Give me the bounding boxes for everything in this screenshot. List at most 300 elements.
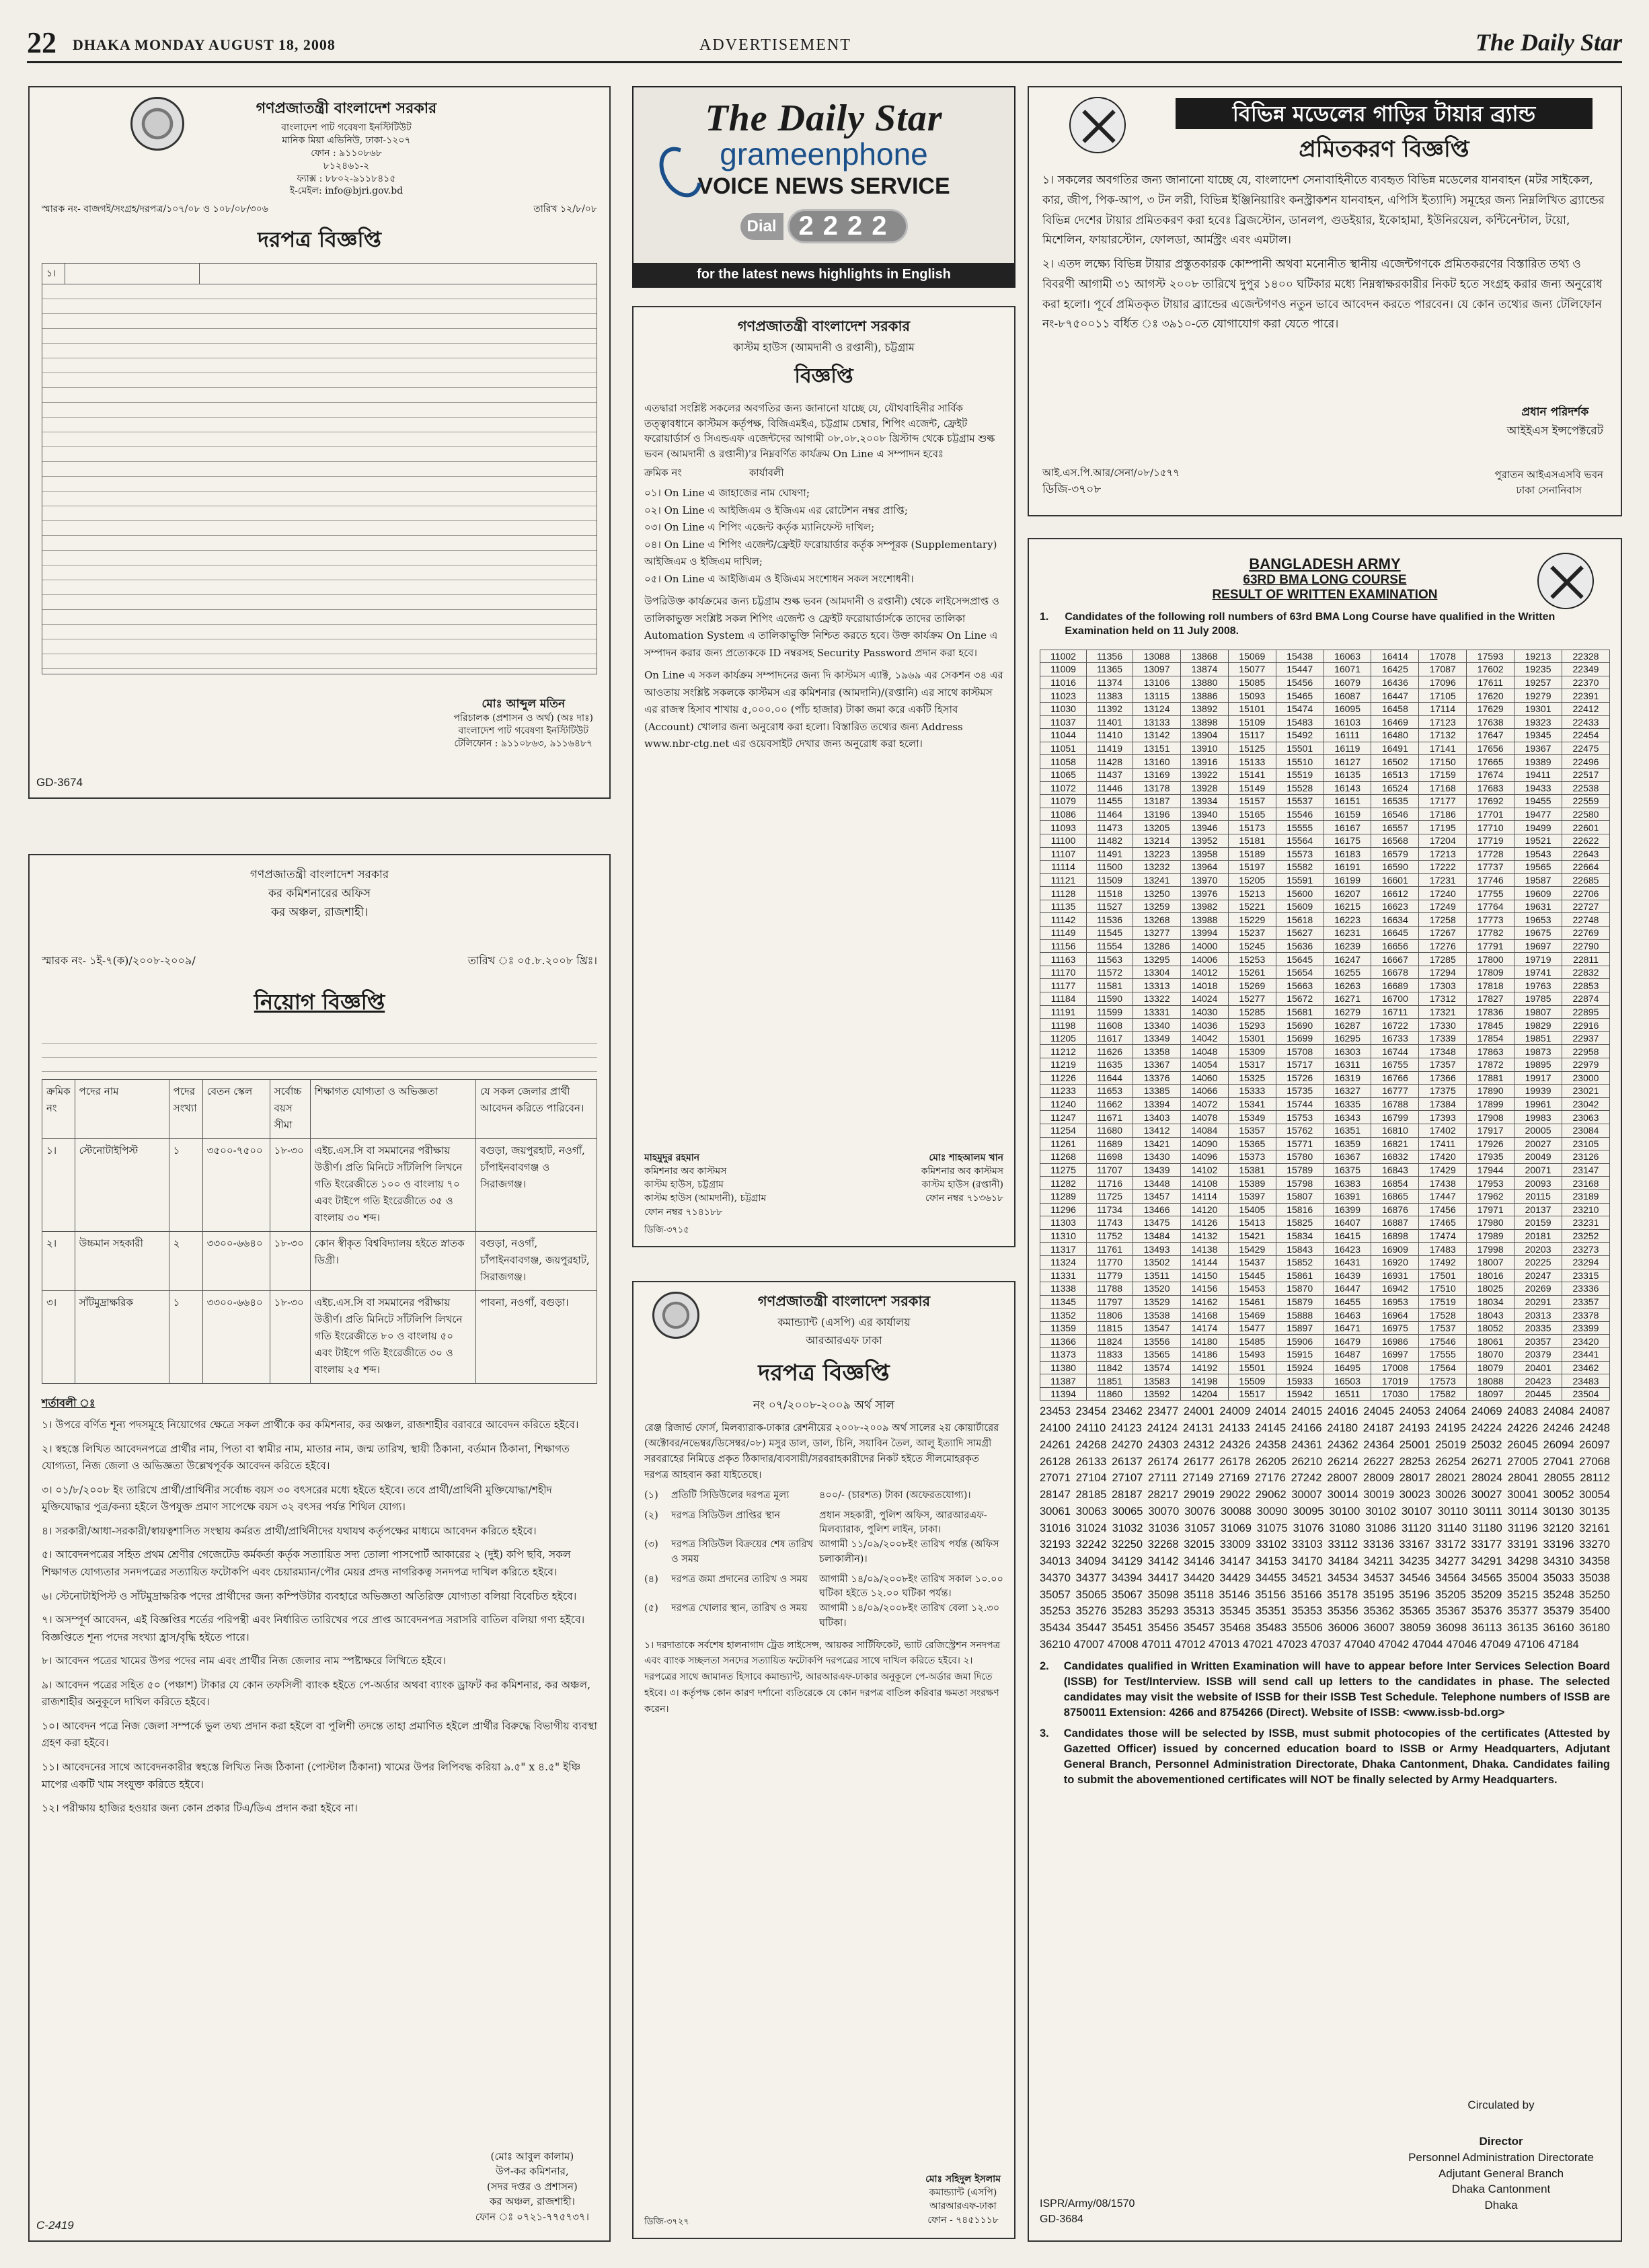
roll-number-cell: 19741 [1514,966,1562,979]
roll-number-cell: 11428 [1087,755,1133,769]
roll-number-cell: 11324 [1040,1255,1087,1269]
list-item: ০২। On Line এ আইজিএম ও ইজিএম এর রোটেশন নম্বর প্রাপ্তি; [644,504,908,516]
roll-number-cell: 17501 [1419,1269,1467,1282]
roll-number-cell: 18070 [1467,1348,1514,1362]
roll-number-cell: 19939 [1514,1085,1562,1098]
roll-number-cell: 11149 [1040,927,1087,940]
roll-number-cell: 11345 [1040,1295,1087,1308]
govt-name: গণপ্রজাতন্ত্রী বাংলাদেশ সরকার [256,100,437,117]
roll-number-cell: 17863 [1467,1045,1514,1058]
roll-number-cell: 17611 [1467,676,1514,689]
roll-number-cell: 11779 [1087,1269,1133,1282]
org-fax: ফ্যাক্স : ৮৮০২-৯১১৮৪১৫ [297,173,396,184]
notice-title: দরপত্র বিজ্ঞপ্তি [758,1360,890,1386]
col-header-sl: ক্রমিক নং [644,467,682,479]
roll-number-cell: 13358 [1133,1045,1181,1058]
roll-number-cell: 23084 [1562,1124,1609,1137]
roll-number-cell: 11572 [1087,966,1133,979]
roll-row [1040,1216,1610,1230]
roll-number-cell: 16063 [1324,650,1371,663]
roll-number-cell: 16207 [1324,887,1371,900]
roll-number-cell: 16255 [1324,966,1371,979]
roll-number-cell: 17926 [1467,1137,1514,1150]
roll-number-cell: 17546 [1419,1335,1467,1348]
roll-number-cell: 13538 [1133,1308,1181,1322]
roll-number-cell: 23105 [1562,1137,1609,1150]
roll-number-cell: 17755 [1467,887,1514,900]
roll-number-cell: 11365 [1087,663,1133,676]
roll-number-cell: 17276 [1419,939,1467,953]
roll-number-cell: 11527 [1087,900,1133,913]
roll-number-cell: 19235 [1514,663,1562,676]
government-seal-icon [130,97,184,151]
intro-paragraph: এতদ্বারা সংশ্লিষ্ট সকলের অবগতির জন্য জানানো যাচ্ছে যে, যৌথবাহিনীর সার্বিক তত্ত্বাবধানে কাস্টমস কর্তৃপক্ষ, বিজিএমইএ, চট্টগ্রাম চেম্বার, শিপিং এজেন্ট, ফ্রেইট ফরোয়ার্ডার্স ও সিএন্ডএফ এজেন্টদের আগামী ০৮.০৮.২০০৮ খ্রিস্টাব্দ থেকে চট্টগ্রাম শুল্ক ভবন (আমদানী ও রপ্তানী)'র নিম্নবর্ণিত কার্যক্রম On Line এ সম্পাদন হবেঃ [644,402,995,460]
roll-number-cell: 16799 [1371,1111,1419,1124]
reference-number: স্মারক নং- বাজগই/সংগ্রহ/দরপত্র/১০৭/০৮ ও ১০৮/০৮/৩০৬ [42,204,268,215]
roll-number-cell: 20093 [1514,1177,1562,1190]
roll-number-cell: 18007 [1467,1255,1514,1269]
roll-number-cell: 17213 [1419,847,1467,861]
roll-number-cell: 11030 [1040,702,1087,715]
roll-number-cell: 15437 [1228,1255,1276,1269]
roll-number-cell: 13124 [1133,702,1181,715]
roll-number-cell: 14072 [1180,1097,1228,1111]
table-row [644,1538,1003,1573]
roll-number-cell: 13520 [1133,1282,1181,1296]
government-seal-icon [652,1292,699,1339]
roll-row [1040,1071,1610,1085]
roll-number-cell: 18088 [1467,1374,1514,1388]
roll-number-cell: 16391 [1324,1189,1371,1203]
roll-number-cell: 20159 [1514,1216,1562,1230]
roll-number-cell: 13277 [1133,927,1181,940]
roll-number-cell: 11156 [1040,939,1087,953]
condition-item: ১১। আবেদনের সাথে আবেদনকারীর স্বহস্তে লিখিত নিজ ঠিকানা (পোস্টাল ঠিকানা) খামের উপর লিপিবদ্ধ করিয়া ৯.৫" x ৪.৫" ইঞ্চি মাপের একটি খাম সংযুক্ত করিতে হইবে। [42,1761,581,1791]
roll-number-cell: 13349 [1133,1031,1181,1045]
roll-number-cell: 17294 [1419,966,1467,979]
roll-number-cell: 18052 [1467,1321,1514,1335]
roll-number-cell: 17935 [1467,1150,1514,1164]
roll-row [1040,873,1610,887]
roll-number-cell: 17258 [1419,913,1467,927]
roll-number-cell: 11044 [1040,729,1087,742]
roll-number-cell: 14186 [1180,1348,1228,1362]
roll-number-cell: 20357 [1514,1335,1562,1348]
roll-number-cell: 17240 [1419,887,1467,900]
body-paragraph-2: On Line এ সকল কার্যক্রম সম্পাদনের জন্য দি কাস্টমস এ্যাক্ট, ১৯৬৯ এর সেকশন ৩৪ এর আওতায় সংশ্লিষ্ট সকলকে কাস্টমস এর কমিশনার (আমদানি)/(রপ্তানি) এর সাথে কাস্টমস এর রাজস্ব হিসাব শাখায় ৫,০০০.০০ (পাঁচ হাজার) টাকা জমা করে একটি হিসাব (Account) খোলার জন্য অনুরোধ করা হলো। বিস্তারিত তথ্যের জন্য Address www.nbr-ctg.net এর ওয়েবসাইট দেখার জন্য অনুরোধ করা হলো। [644,669,1003,750]
roll-number-cell: 16997 [1371,1348,1419,1362]
roll-number-cell: 15461 [1228,1295,1276,1308]
roll-number-cell: 20049 [1514,1150,1562,1164]
roll-number-cell: 11254 [1040,1124,1087,1137]
roll-number-cell: 14180 [1180,1335,1228,1348]
cell-sl: ১। [42,1139,75,1232]
roll-number-cell: 15726 [1276,1071,1324,1085]
roll-number-cell: 11219 [1040,1058,1087,1072]
roll-number-cell: 15771 [1276,1137,1324,1150]
roll-number-cell: 15389 [1228,1177,1276,1190]
roll-number-cell: 17177 [1419,795,1467,808]
intro-paragraph: রেঞ্জ রিজার্ভ ফোর্স, মিলব্যারাক-ঢাকার রেশনীয়ের ২০০৮-২০০৯ অর্থ সালের ২য় কোয়ার্টারের (অক্টোবর/নভেম্বর/ডিসেম্বর/০৮) মসুর ডাল, ডাল, চিনি, সয়াবিন তৈল, আলু ইত্যাদি সামগ্রী সরবরাহের নিমিত্তে প্রকৃত ঠিকাদার/ব্যবসায়ী/সরবরাহকারীদের নিকট হইতে সীলমোহরকৃত দরপত্র আহবান করা যাইতেছে। [644,1423,999,1481]
roll-number-cell: 16463 [1324,1308,1371,1322]
signer-left-phone: ফোন নম্বর ৭১৪১৮৮ [644,1206,723,1218]
roll-number-cell: 16239 [1324,939,1371,953]
roll-number-cell: 17321 [1419,1005,1467,1019]
roll-number-cell: 13313 [1133,979,1181,992]
roll-number-cell: 13457 [1133,1189,1181,1203]
roll-number-cell: 17737 [1467,861,1514,874]
roll-number-cell: 23462 [1562,1361,1609,1374]
roll-number-cell: 19719 [1514,953,1562,966]
roll-row [1040,900,1610,913]
cell-count: ১ [169,1139,202,1232]
roll-number-cell: 14036 [1180,1019,1228,1032]
roll-number-cell: 15474 [1276,702,1324,715]
roll-number-cell: 11107 [1040,847,1087,861]
roll-number-cell: 15447 [1276,663,1324,676]
roll-number-cell: 16271 [1324,992,1371,1006]
table-row [644,1573,1003,1602]
roll-number-cell: 15509 [1228,1374,1276,1388]
roll-number-cell: 16601 [1371,873,1419,887]
roll-number-cell: 16546 [1371,808,1419,821]
roll-number-cell: 15879 [1276,1295,1324,1308]
roll-number-cell: 22832 [1562,966,1609,979]
condition-item: ১০। আবেদন পত্রে নিজ জেলা সম্পর্কে ভুল তথ্য প্রদান করা হইলে বা পুলিশী তদন্তে তাহা প্রমাণিত হইলে প্রার্থীর বিরুদ্ধে বিভাগীয় ব্যবস্থা গ্রহণ করা হইবে। [42,1719,597,1750]
roll-number-cell: 17555 [1419,1348,1467,1362]
roll-number-cell: 15125 [1228,742,1276,755]
roll-number-cell: 15421 [1228,1229,1276,1243]
roll-number-cell: 18097 [1467,1387,1514,1401]
roll-number-cell: 20401 [1514,1361,1562,1374]
army-exam-result-notice [1028,538,1622,2242]
roll-number-cell: 19785 [1514,992,1562,1006]
roll-number-cell: 15654 [1276,966,1324,979]
roll-number-cell: 14114 [1180,1189,1228,1203]
cell-qualification: এইচ.এস.সি বা সমমানের পরীক্ষায় উত্তীর্ণ। প্রতি মিনিটে সাঁটলিপি লিখনে গতি ইংরেজীতে ১০০ ও বাংলায় ৭০ এবং টাইপে গতি ইংরেজীতে ৩৫ ও বাংলায় ৩০ শব্দ। [310,1139,475,1232]
roll-number-cell: 15933 [1276,1374,1324,1388]
roll-number-cell: 16095 [1324,702,1371,715]
roll-number-cell: 22706 [1562,887,1609,900]
roll-number-cell: 15681 [1276,1005,1324,1019]
roll-number-cell: 20225 [1514,1255,1562,1269]
condition-item: ৭। অসম্পূর্ণ আবেদন, এই বিজ্ঞপ্তির শর্তের পরিপন্থী এবং নির্ধারিত তারিখের পরে প্রাপ্ত আবেদনপত্র সরাসরি বাতিল বলিয়া গণ্য হইবে। বিজ্ঞপ্তিতে শূন্য পদের সংখ্যা হ্রাস/বৃদ্ধি হইতে পারে। [42,1614,585,1643]
roll-number-cell: 16487 [1324,1348,1371,1362]
roll-row [1040,1229,1610,1243]
roll-number-cell: 11016 [1040,676,1087,689]
roll-row [1040,729,1610,742]
roll-number-cell: 15133 [1228,755,1276,769]
roll-number-cell: 15537 [1276,795,1324,808]
roll-number-cell: 17908 [1467,1111,1514,1124]
roll-number-cell: 11635 [1087,1058,1133,1072]
roll-number-cell: 15445 [1228,1269,1276,1282]
roll-number-cell: 11671 [1087,1111,1133,1124]
roll-number-cell: 11464 [1087,808,1133,821]
roll-number-cell: 19961 [1514,1097,1562,1111]
roll-number-cell: 15333 [1228,1085,1276,1098]
roll-number-cell: 22979 [1562,1058,1609,1072]
roll-number-cell: 14096 [1180,1150,1228,1164]
roll-number-cell: 15213 [1228,887,1276,900]
roll-row [1040,1111,1610,1124]
roll-number-cell: 16667 [1371,953,1419,966]
roll-number-cell: 19213 [1514,650,1562,663]
roll-number-cell: 13322 [1133,992,1181,1006]
roll-number-cell: 16495 [1324,1361,1371,1374]
roll-number-cell: 15798 [1276,1177,1324,1190]
signer-title: পরিচালক (প্রশাসন ও অর্থ) (অঃ দাঃ) [453,713,593,724]
roll-number-cell: 11359 [1040,1321,1087,1335]
roll-number-cell: 15555 [1276,821,1324,834]
vacancy-table [42,1079,597,1384]
roll-number-cell: 17701 [1467,808,1514,821]
roll-number-cell: 11437 [1087,768,1133,781]
list-item: ০৩। On Line এ শিপিং এজেন্ট কর্তৃক ম্যানিফেস্ট দাখিল; [644,521,875,533]
roll-number-cell: 19565 [1514,861,1562,874]
roll-number-cell: 16111 [1324,729,1371,742]
roll-number-cell: 13439 [1133,1163,1181,1177]
roll-number-cell: 23294 [1562,1255,1609,1269]
roll-number-cell: 16590 [1371,861,1419,874]
roll-number-cell: 13946 [1180,821,1228,834]
roll-number-cell: 11170 [1040,966,1087,979]
condition-item: ১২। পরীক্ষায় হাজির হওয়ার জন্য কোন প্রকার টিএ/ডিএ প্রদান করা হইবে না। [42,1802,358,1815]
roll-row [1040,1124,1610,1137]
signer-phone: টেলিফোন : ৯১১০৮৬৩, ৯১১৬৪৮৭ [454,738,593,750]
roll-number-cell: 17962 [1467,1189,1514,1203]
roll-number-cell: 22811 [1562,953,1609,966]
roll-number-cell: 13574 [1133,1361,1181,1374]
roll-number-cell: 16167 [1324,821,1371,834]
roll-number-cell: 13502 [1133,1255,1181,1269]
roll-number-cell: 17078 [1419,650,1467,663]
govt-name: গণপ্রজাতন্ত্রী বাংলাদেশ সরকার [250,868,389,882]
roll-number-cell: 15493 [1228,1348,1276,1362]
roll-number-cell: 13898 [1180,715,1228,729]
roll-number-cell: 22916 [1562,1019,1609,1032]
roll-number-cell: 13142 [1133,729,1181,742]
roll-number-cell: 23189 [1562,1189,1609,1203]
cell-sl: ২। [42,1232,75,1291]
roll-number-cell: 11491 [1087,847,1133,861]
roll-number-cell: 15469 [1228,1308,1276,1322]
roll-number-cell: 23357 [1562,1295,1609,1308]
roll-number-cell: 14156 [1180,1282,1228,1296]
roll-number-cell: 14018 [1180,979,1228,992]
roll-number-cell: 23063 [1562,1111,1609,1124]
roll-number-cell: 16431 [1324,1255,1371,1269]
cell-value: ৪০০/- (চারশত) টাকা (অফেরতযোগ্য)। [819,1489,971,1501]
roll-number-cell: 17998 [1467,1243,1514,1256]
roll-number-cell: 17629 [1467,702,1514,715]
tender-table-body [42,284,597,674]
roll-number-cell: 13988 [1180,913,1228,927]
roll-row [1040,1031,1610,1045]
signer-right-org: কাস্টম হাউস (রপ্তানী) [921,1179,1003,1191]
roll-number-cell: 19477 [1514,808,1562,821]
notice-title: বিভিন্ন মডেলের গাড়ির টায়ার ব্র্যান্ড [1176,98,1593,129]
roll-row [1040,650,1610,663]
roll-number-cell: 11184 [1040,992,1087,1006]
roll-number-cell: 15149 [1228,781,1276,795]
roll-number-cell: 17881 [1467,1071,1514,1085]
cell-district: বগুড়া, জয়পুরহাট, নওগাঁ, চাঁপাইনবাবগঞ্জ ও সিরাজগঞ্জ। [476,1139,597,1232]
roll-number-cell: 13367 [1133,1058,1181,1072]
roll-number-cell: 13268 [1133,913,1181,927]
roll-number-cell: 13448 [1133,1177,1181,1190]
roll-number-cell: 16975 [1371,1321,1419,1335]
roll-number-cell: 17773 [1467,913,1514,927]
roll-number-cell: 19323 [1514,715,1562,729]
roll-number-cell: 19389 [1514,755,1562,769]
roll-number-cell: 13970 [1180,873,1228,887]
roll-number-cell: 16458 [1371,702,1419,715]
roll-number-cell: 13886 [1180,689,1228,703]
roll-number-cell: 11743 [1087,1216,1133,1230]
roll-number-cell: 17030 [1371,1387,1419,1401]
cell-sl: (৩) [644,1539,658,1550]
roll-number-cell: 15285 [1228,1005,1276,1019]
roll-row [1040,1085,1610,1098]
roll-number-cell: 15205 [1228,873,1276,887]
intro-number: 1. [1040,611,1049,623]
roll-number-cell: 15117 [1228,729,1276,742]
roll-number-cell: 22643 [1562,847,1609,861]
cell-qualification: এইচ.এস.সি বা সমমানের পরীক্ষায় উত্তীর্ণ। প্রতি মিনিটে সাঁটলিপি লিখনে গতি ইংরেজীতে ৮০ ও বাংলায় ৫০ এবং টাইপে গতি ইংরেজীতে ৩০ ও বাংলায় ২৫ শব্দ। [310,1291,475,1384]
roll-number-cell: 16103 [1324,715,1371,729]
roll-number-cell: 11410 [1087,729,1133,742]
table-row [644,1602,1003,1631]
roll-number-cell: 20115 [1514,1189,1562,1203]
roll-number-cell: 11177 [1040,979,1087,992]
roll-number-cell: 16832 [1371,1150,1419,1164]
roll-number-cell: 14138 [1180,1243,1228,1256]
roll-number-cell: 15870 [1276,1282,1324,1296]
dateline: DHAKA MONDAY AUGUST 18, 2008 [73,36,336,53]
roll-number-cell: 11142 [1040,913,1087,927]
roll-number-cell: 15600 [1276,887,1324,900]
roll-number-cell: 17168 [1419,781,1467,795]
roll-number-cell: 15825 [1276,1216,1324,1230]
roll-number-cell: 17204 [1419,834,1467,847]
roll-number-cell: 20313 [1514,1308,1562,1322]
roll-number-cell: 13097 [1133,663,1181,676]
roll-number-cell: 16953 [1371,1295,1419,1308]
roll-number-cell: 17330 [1419,1019,1467,1032]
roll-number-cell: 13910 [1180,742,1228,755]
roll-number-cell: 13160 [1133,755,1181,769]
roll-number-cell: 17429 [1419,1163,1467,1177]
roll-number-cell: 16295 [1324,1031,1371,1045]
cell-label: দরপত্র জমা প্রদানের তারিখ ও সময় [671,1573,808,1585]
roll-number-cell: 13385 [1133,1085,1181,1098]
signature-block [475,2149,589,2225]
rrf-tender-notice [632,1281,1015,2239]
roll-number-cell: 11608 [1087,1019,1133,1032]
rules-paragraph: ১। দরদাতাকে সর্বশেষ হালনাগাদ ট্রেড লাইসেন্স, আয়কর সার্টিফিকেট, ভ্যাট রেজিস্ট্রেশন সনদপত্র এবং ব্যাংক সচ্ছলতা সনদের সত্যায়িত ফটোকপি দরপত্রের সাথে দাখিল করিতে হইবে। ২। দরপত্রের সাথে জামানত হিসাবে কমান্ড্যান্ট, আরআরএফ-ঢাকার অনুকূলে পে-অর্ডার জমা দিতে হইবে। ৩। কর্তৃপক্ষ কোন কারণ দর্শানো ব্যতিরেকে যে কোন দরপত্র বাতিল করিবার ক্ষমতা সংরক্ষণ করেন। [644,1639,1001,1715]
roll-number-cell: 19455 [1514,795,1562,808]
roll-number-cell: 15636 [1276,939,1324,953]
roll-number-cell: 11842 [1087,1361,1133,1374]
roll-number-cell: 17818 [1467,979,1514,992]
roll-number-cell: 16199 [1324,873,1371,887]
tender-schedule-table [644,1489,1003,1631]
roll-number-cell: 11563 [1087,953,1133,966]
roll-number-cell: 15325 [1228,1071,1276,1085]
roll-number-cell: 11383 [1087,689,1133,703]
roll-number-cell: 22475 [1562,742,1609,755]
note-3-text: Candidates those will be selected by ISSB, must submit photocopies of the certificates (Attested by Gazetted Officer) issued by concerned education board to ISSB or Army Headquarters, Adjutant General Branch, Personnel Administration Directorate, Dhaka Cantonment, Dhaka. Candidates failing to submit the abovementioned certificates will NOT be finally selected by Army Headquarters. [1063,1727,1610,1787]
roll-number-cell: 22496 [1562,755,1609,769]
roll-number-cell: 11653 [1087,1085,1133,1098]
roll-row [1040,979,1610,992]
roll-number-cell: 17384 [1419,1097,1467,1111]
roll-number-cell: 17582 [1419,1387,1467,1401]
roll-number-cell: 16733 [1371,1031,1419,1045]
cantonment: Dhaka Cantonment [1451,2183,1551,2196]
roll-row [1040,1150,1610,1164]
roll-row [1040,1045,1610,1058]
roll-number-cell: 19851 [1514,1031,1562,1045]
roll-number-cell: 13493 [1133,1243,1181,1256]
roll-number-cell: 11707 [1087,1163,1133,1177]
roll-number-cell: 19763 [1514,979,1562,992]
roll-number-cell: 17438 [1419,1177,1467,1190]
roll-row [1040,1019,1610,1032]
roll-number-cell: 11352 [1040,1308,1087,1322]
roll-number-cell: 15519 [1276,768,1324,781]
roll-number-cell: 17510 [1419,1282,1467,1296]
roll-number-cell: 15301 [1228,1031,1276,1045]
roll-number-cell: 11419 [1087,742,1133,755]
online-activities-list [644,485,1003,588]
roll-number-cell: 16843 [1371,1163,1419,1177]
tyre-brand-notice [1028,86,1622,516]
table-row [42,1291,597,1384]
table-row: ১। [42,264,597,284]
roll-number-cell: 17528 [1419,1308,1467,1322]
roll-number-cell: 16127 [1324,755,1371,769]
roll-number-cell: 22664 [1562,861,1609,874]
roll-number-cell: 17096 [1419,676,1467,689]
roll-number-cell: 22895 [1562,1005,1609,1019]
roll-number-cell: 22370 [1562,676,1609,689]
roll-number-cell: 13982 [1180,900,1228,913]
roll-number-cell: 11191 [1040,1005,1087,1019]
roll-number-cell: 18043 [1467,1308,1514,1322]
roll-number-cell: 22454 [1562,729,1609,742]
roll-number-cell: 22769 [1562,927,1609,940]
roll-number-cell: 17537 [1419,1321,1467,1335]
roll-number-cell: 14078 [1180,1111,1228,1124]
roll-number-cell: 16821 [1371,1137,1419,1150]
roll-number-cell: 15645 [1276,953,1324,966]
roll-number-cell: 16744 [1371,1045,1419,1058]
roll-number-cell: 22580 [1562,808,1609,821]
roll-number-cell: 13340 [1133,1019,1181,1032]
dial-label: Dial [740,213,783,240]
roll-number-cell: 16303 [1324,1045,1371,1058]
roll-number-cell: 13565 [1133,1348,1181,1362]
roll-number-cell: 17647 [1467,729,1514,742]
roll-number-cell: 17402 [1419,1124,1467,1137]
roll-number-cell: 17728 [1467,847,1514,861]
roll-number-cell: 11554 [1087,939,1133,953]
signer-title: প্রধান পরিদর্শক [1521,405,1589,419]
office-zone: কর অঞ্চল, রাজশাহী। [270,906,369,919]
roll-number-cell: 19895 [1514,1058,1562,1072]
